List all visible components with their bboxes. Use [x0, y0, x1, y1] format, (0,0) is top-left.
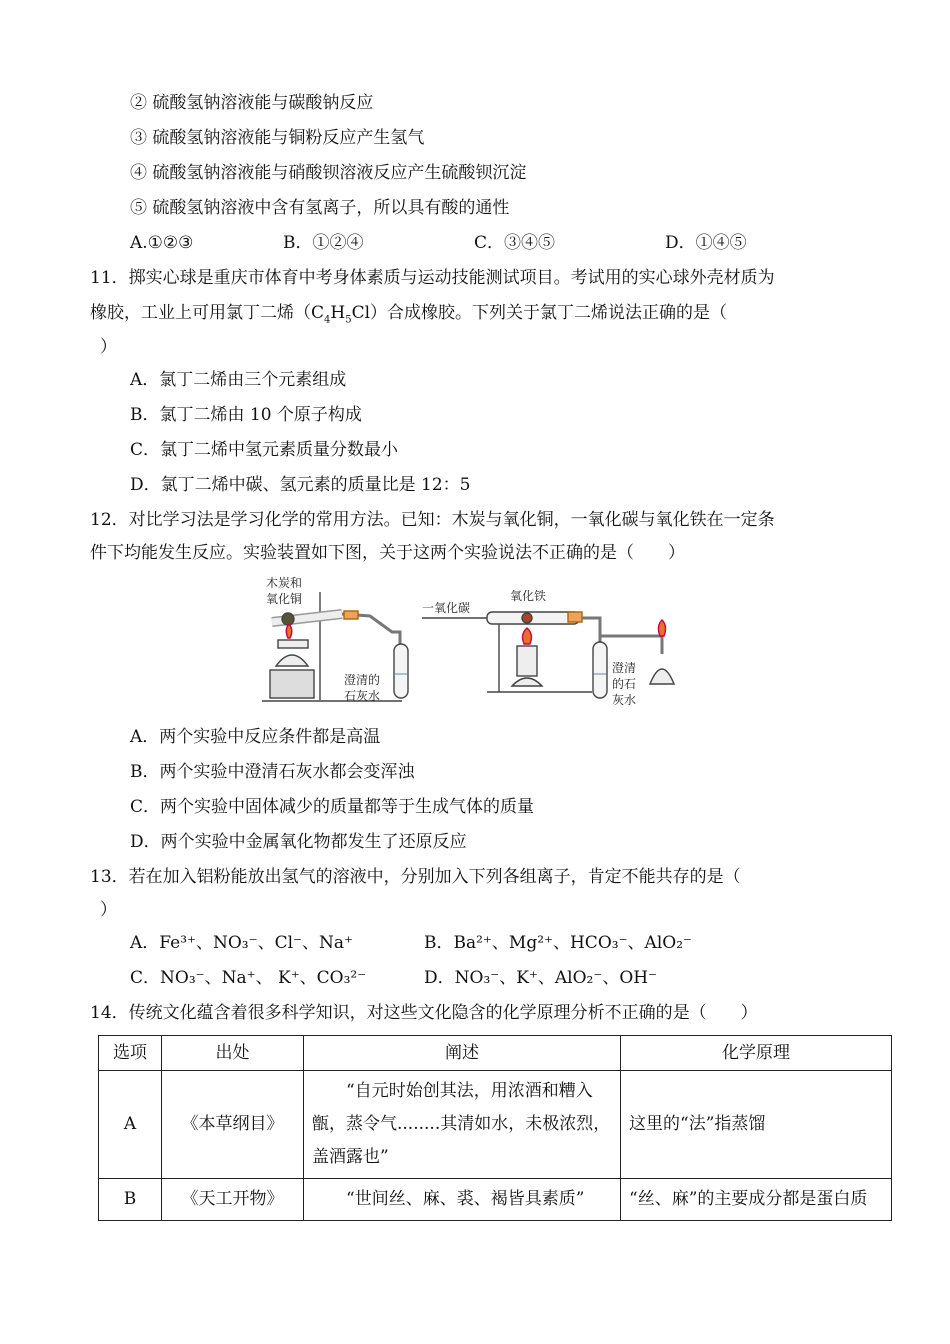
- q13-option-a[interactable]: A．Fe³⁺、NO₃⁻、Cl⁻、Na⁺: [130, 933, 353, 953]
- right-burner-flame: [523, 628, 532, 644]
- row-b-source: 《天工开物》: [162, 1179, 304, 1221]
- left-alcohol-lamp: [276, 655, 308, 666]
- left-connector: [344, 611, 358, 619]
- left-limewater-tube: [394, 644, 408, 698]
- q13-option-b[interactable]: B．Ba²⁺、Mg²⁺、HCO₃⁻、AlO₂⁻: [424, 933, 692, 953]
- header-text: 阐述: [304, 1036, 621, 1071]
- q10-option-c[interactable]: C．③④⑤: [474, 233, 556, 253]
- charcoal-copper-oxide-powder: [282, 613, 294, 625]
- q12-option-c[interactable]: C．两个实验中固体减少的质量都等于生成气体的质量: [130, 797, 535, 817]
- q11-option-d[interactable]: D．氯丁二烯中碳、氢元素的质量比是 12：5: [130, 475, 471, 495]
- header-source: 出处: [162, 1036, 304, 1071]
- right-connector: [568, 612, 582, 622]
- exhaust-tube: [600, 636, 662, 654]
- hard-glass-tube: [487, 612, 579, 624]
- q11-stem-line1: 11．掷实心球是重庆市体育中考身体素质与运动技能测试项目。考试用的实心球外壳材质为: [90, 268, 775, 288]
- label-charcoal-2: 氧化铜: [266, 592, 303, 606]
- table-header-row: [99, 1036, 892, 1071]
- table-row: [99, 1071, 892, 1179]
- q10-option-a[interactable]: A.①②③: [130, 233, 194, 253]
- q13-option-d[interactable]: D．NO₃⁻、K⁺、AlO₂⁻、OH⁻: [424, 968, 658, 988]
- q12-option-b[interactable]: B．两个实验中澄清石灰水都会变浑浊: [130, 762, 415, 782]
- exhaust-flame: [658, 620, 665, 636]
- left-base-block: [270, 670, 314, 698]
- q10-option-d[interactable]: D．①④⑤: [665, 233, 747, 253]
- q14-table: [98, 1035, 892, 1221]
- row-a-option: A: [99, 1071, 162, 1179]
- label-iron-oxide: 氧化铁: [510, 589, 547, 603]
- q10-item-4: ④ 硫酸氢钠溶液能与硝酸钡溶液反应产生硫酸钡沉淀: [130, 163, 527, 183]
- header-option: 选项: [99, 1036, 162, 1071]
- right-limewater-tube: [593, 642, 607, 698]
- q11-option-a[interactable]: A．氯丁二烯由三个元素组成: [130, 370, 347, 390]
- table-row: [99, 1179, 892, 1221]
- q13-stem-line1: 13．若在加入铝粉能放出氢气的溶液中，分别加入下列各组离子，肯定不能共存的是（: [90, 867, 741, 887]
- q13-stem-line2: ）: [100, 900, 117, 920]
- exhaust-lamp: [650, 669, 674, 684]
- row-b-option: B: [99, 1179, 162, 1221]
- apparatus-diagram: [262, 574, 694, 716]
- label-co: 一氧化碳: [422, 601, 471, 615]
- label-limewater-right-2: 的石: [612, 677, 637, 691]
- row-a-source: 《本草纲目》: [162, 1071, 304, 1179]
- q10-item-3: ③ 硫酸氢钠溶液能与铜粉反应产生氢气: [130, 128, 425, 148]
- q11-option-c[interactable]: C．氯丁二烯中氢元素质量分数最小: [130, 440, 399, 460]
- label-limewater-right-3: 灰水: [612, 693, 637, 707]
- q12-stem-line2: 件下均能发生反应。实验装置如下图，关于这两个实验说法不正确的是（ ）: [90, 543, 685, 563]
- label-limewater-right-1: 澄清: [612, 661, 637, 675]
- label-limewater-left-1: 澄清的: [344, 673, 381, 687]
- q14-stem: 14．传统文化蕴含着很多科学知识，对这些文化隐含的化学原理分析不正确的是（ ）: [90, 1003, 758, 1023]
- q10-option-b[interactable]: B．①②④: [283, 233, 364, 253]
- q11-stem-line2: 橡胶，工业上可用氯丁二烯$(C_4H_5Cl)$合成橡胶。下列关于氯丁二烯说法正确的是（: [90, 303, 728, 326]
- header-principle: 化学原理: [621, 1036, 892, 1071]
- q11-stem-line3: ）: [100, 337, 117, 357]
- q10-item-5: ⑤ 硫酸氢钠溶液中含有氢离子，所以具有酸的通性: [130, 198, 510, 218]
- left-flame: [286, 624, 292, 638]
- iron-oxide-powder: [522, 613, 532, 623]
- row-a-principle: 这里的“法”指蒸馏: [621, 1071, 892, 1179]
- q12-stem-line1: 12．对比学习法是学习化学的常用方法。已知：木炭与氧化铜，一氧化碳与氧化铁在一定条: [90, 510, 775, 530]
- row-b-principle: “丝、麻”的主要成分都是蛋白质: [621, 1179, 892, 1221]
- q13-option-c[interactable]: C．NO₃⁻、Na⁺、 K⁺、CO₃²⁻: [130, 968, 367, 988]
- row-a-text: “自元时始创其法，用浓酒和糟入甑，蒸令气........其清如水，未极浓烈，盖酒露也”: [304, 1071, 621, 1179]
- q12-option-d[interactable]: D．两个实验中金属氧化物都发生了还原反应: [130, 832, 467, 852]
- experiment-apparatus-figure: [262, 574, 694, 716]
- q10-options: [0, 232, 950, 254]
- q10-item-2: ② 硫酸氢钠溶液能与碳酸钠反应: [130, 93, 374, 113]
- q11-option-b[interactable]: B．氯丁二烯由 10 个原子构成: [130, 405, 362, 425]
- label-charcoal-1: 木炭和: [266, 576, 303, 590]
- row-b-text: “世间丝、麻、裘、褐皆具素质”: [304, 1179, 621, 1221]
- q12-option-a[interactable]: A．两个实验中反应条件都是高温: [130, 727, 381, 747]
- label-limewater-left-2: 石灰水: [344, 689, 381, 703]
- right-burner: [517, 646, 537, 676]
